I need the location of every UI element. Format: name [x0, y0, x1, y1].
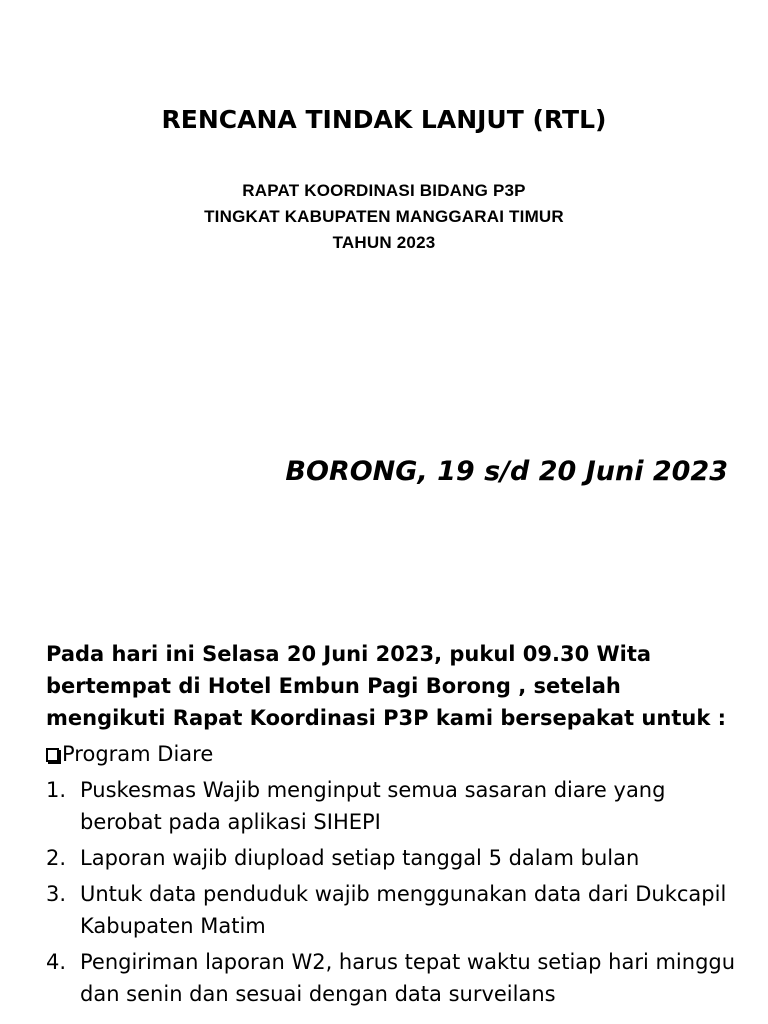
subtitle-line-3: TAHUN 2023 [332, 233, 436, 252]
program-label: Program Diare [62, 742, 214, 766]
list-item-text: Pengiriman laporan W2, harus tepat waktu setiap hari minggu dan senin dan sesuai dengan data surveilans [80, 950, 736, 1006]
list-item-number: 3. [46, 882, 67, 906]
place-date: BORONG, 19 s/d 20 Juni 2023 [285, 456, 728, 487]
checkbox-icon [46, 748, 59, 762]
list-item-text: Puskesmas Wajib menginput semua sasaran diare yang berobat pada aplikasi SIHEPI [80, 778, 666, 834]
list-item-number: 2. [46, 846, 67, 870]
list-item [46, 842, 736, 874]
subtitle-line-2: TINGKAT KABUPATEN MANGGARAI TIMUR [204, 207, 564, 226]
list-item [46, 774, 736, 838]
subtitle-line-1: RAPAT KOORDINASI BIDANG P3P [242, 181, 526, 200]
page-title: RENCANA TINDAK LANJUT (RTL) [161, 105, 607, 134]
program-heading [46, 738, 736, 770]
list-item [46, 946, 736, 1010]
list-item-number: 1. [46, 778, 67, 802]
intro-paragraph: Pada hari ini Selasa 20 Juni 2023, pukul 09.30 Wita bertempat di Hotel Embun Pagi Borong , setelah mengikuti Rapat Koordinasi P3P kami bersepakat untuk : [46, 642, 726, 730]
agreement-slide [46, 638, 736, 1014]
list-item-text: Laporan wajib diupload setiap tanggal 5 dalam bulan [80, 846, 640, 870]
agreement-list [46, 774, 736, 1010]
list-item [46, 878, 736, 942]
list-item-text: Untuk data penduduk wajib menggunakan data dari Dukcapil Kabupaten Matim [80, 882, 727, 938]
list-item-number: 4. [46, 950, 67, 974]
